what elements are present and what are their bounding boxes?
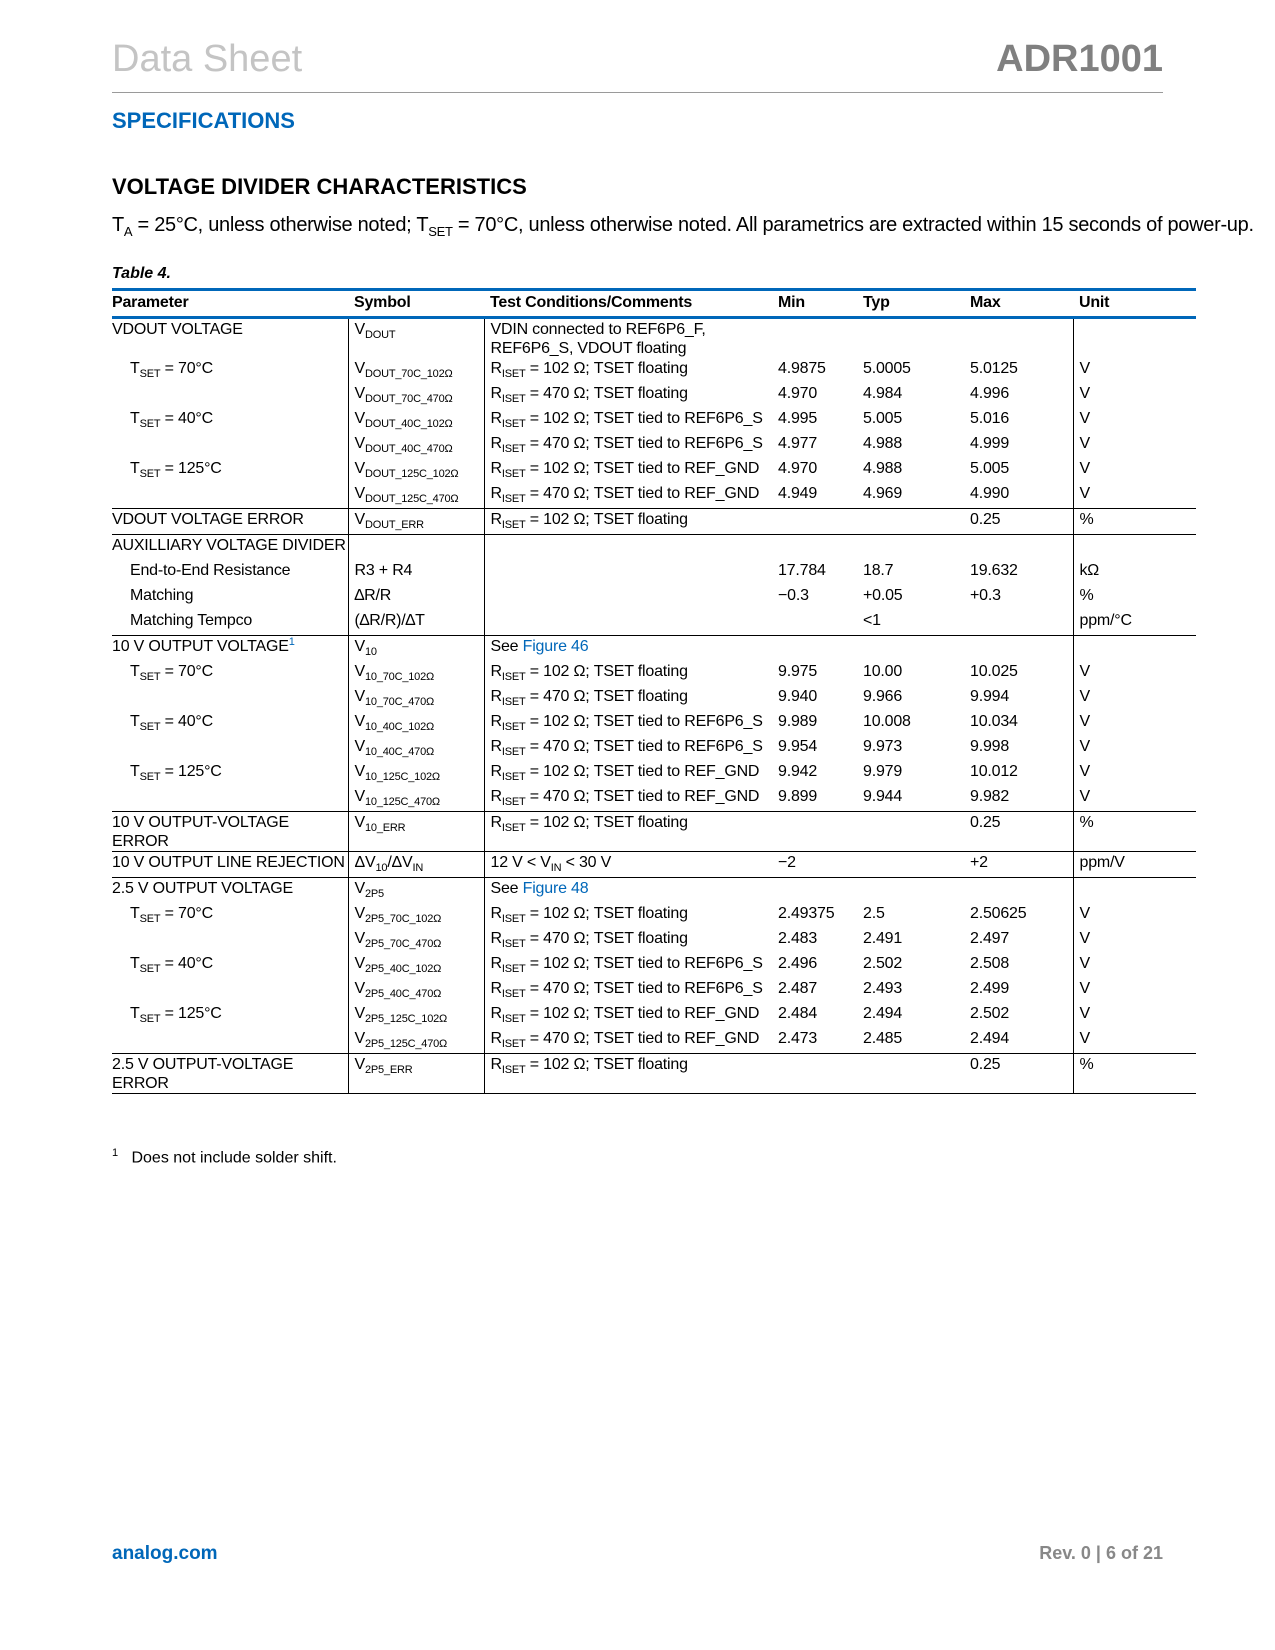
cell-unit: % <box>1073 812 1196 852</box>
cell-max: 0.25 <box>970 509 1073 535</box>
table-caption: Table 4. <box>112 265 171 282</box>
cell-parameter: AUXILLIARY VOLTAGE DIVIDER <box>112 535 348 561</box>
cell-min: 2.483 <box>778 930 818 947</box>
cell-min: 4.995 <box>778 410 818 427</box>
cell-symbol: $V_{10\_70C\_102\Omega}$ <box>348 661 484 686</box>
cell-symbol: $V_{DOUT\_125C\_470\Omega}$ <box>348 483 484 509</box>
cell-typ: 2.491 <box>863 930 903 947</box>
cell-max: 2.508 <box>970 955 1010 972</box>
cell-test-conditions: $R_{ISET} = 102$ Ω; TSET floating <box>484 1054 772 1094</box>
cell-min <box>772 878 863 904</box>
table-row <box>112 610 1196 636</box>
table-row <box>112 358 1196 383</box>
cell-min <box>772 610 863 636</box>
cell-typ: <1 <box>863 612 881 629</box>
cell-symbol: $V_{2P5\_70C\_102\Omega}$ <box>348 903 484 928</box>
cell-test-conditions: $R_{ISET} = 470$ Ω; TSET tied to REF_GND <box>484 1028 772 1054</box>
table-row <box>112 408 1196 433</box>
cell-symbol: $V_{2P5\_125C\_102\Omega}$ <box>348 1003 484 1028</box>
cell-parameter: 10 V OUTPUT VOLTAGE$^1$ <box>112 636 348 662</box>
cell-test-conditions: $R_{ISET} = 102$ Ω; TSET floating <box>484 903 772 928</box>
cell-parameter <box>112 928 348 953</box>
cell-typ <box>863 1054 970 1094</box>
cell-parameter: $T_{SET} = 125^\circ C$ <box>130 460 222 480</box>
cell-test-conditions: See Figure 48 <box>484 878 772 904</box>
table-row <box>112 1054 1196 1094</box>
cell-max: 10.012 <box>970 763 1018 780</box>
cell-min <box>772 318 863 359</box>
cell-unit: V <box>1073 661 1196 686</box>
cell-unit: V <box>1073 686 1196 711</box>
cell-typ: 4.969 <box>863 485 903 502</box>
cell-unit: ppm/V <box>1073 852 1196 878</box>
cell-test-conditions: $R_{ISET} = 470$ Ω; TSET tied to REF6P6_S <box>484 433 772 458</box>
cell-parameter <box>112 483 348 509</box>
cell-unit: V <box>1073 483 1196 509</box>
cell-parameter: $T_{SET} = 70^\circ C$ <box>130 905 213 925</box>
cell-unit: ppm/°C <box>1073 610 1196 636</box>
test-conditions-note: $T_A = 25^\circ C$, unless otherwise noted; $T_{SET} = 70^\circ C$, unless otherwise noted. All parametrics are extracted within 15 seconds of power-up. <box>112 214 1254 239</box>
table-row <box>112 1028 1196 1054</box>
figure-link[interactable]: Figure 46 <box>522 638 589 655</box>
cell-test-conditions: $R_{ISET} = 470$ Ω; TSET tied to REF6P6_S <box>484 736 772 761</box>
cell-typ <box>863 812 970 852</box>
cell-max: 2.494 <box>970 1030 1010 1047</box>
cell-typ: 4.988 <box>863 460 903 477</box>
table-row <box>112 585 1196 610</box>
cell-symbol: $V_{10\_125C\_470\Omega}$ <box>348 786 484 812</box>
cell-max: +0.3 <box>970 587 1001 604</box>
cell-parameter: $T_{SET} = 70^\circ C$ <box>130 360 213 380</box>
table-row <box>112 761 1196 786</box>
cell-unit: % <box>1073 585 1196 610</box>
table-row <box>112 560 1196 585</box>
cell-max: 2.50625 <box>970 905 1027 922</box>
table-row <box>112 878 1196 904</box>
cell-test-conditions: 12 $V < V_{IN} < 30$ V <box>484 852 772 878</box>
footer-page-info: Rev. 0 | 6 of 21 <box>1039 1543 1163 1563</box>
footer-site-link[interactable]: analog.com <box>112 1543 218 1564</box>
cell-unit <box>1073 535 1196 561</box>
cell-min: 2.473 <box>778 1030 818 1047</box>
cell-symbol: $V_{2P5\_70C\_470\Omega}$ <box>348 928 484 953</box>
table-header-row <box>112 290 1196 318</box>
cell-min: 4.9875 <box>778 360 826 377</box>
voltage-divider-spec-table <box>112 288 1196 1094</box>
cell-min: 9.975 <box>778 663 818 680</box>
table-row <box>112 661 1196 686</box>
header-part-number: ADR1001 <box>996 38 1163 80</box>
cell-parameter <box>112 433 348 458</box>
cell-min: 9.942 <box>778 763 818 780</box>
cell-min: 2.487 <box>778 980 818 997</box>
cell-typ: 9.944 <box>863 788 903 805</box>
col-header-max: Max <box>970 290 1073 318</box>
cell-symbol: $V_{DOUT\_40C\_470\Omega}$ <box>348 433 484 458</box>
cell-symbol: R3 + R4 <box>348 560 484 585</box>
cell-symbol: $V_{10\_125C\_102\Omega}$ <box>348 761 484 786</box>
cell-max <box>970 610 1073 636</box>
cell-unit: kΩ <box>1073 560 1196 585</box>
cell-min: 4.949 <box>778 485 818 502</box>
cell-typ: 18.7 <box>863 562 894 579</box>
cell-symbol: $V_{DOUT\_125C\_102\Omega}$ <box>348 458 484 483</box>
cell-parameter <box>112 978 348 1003</box>
cell-typ: 2.502 <box>863 955 903 972</box>
cell-test-conditions: $R_{ISET} = 102$ Ω; TSET floating <box>484 358 772 383</box>
cell-typ: 9.973 <box>863 738 903 755</box>
cell-typ: 10.008 <box>863 713 911 730</box>
cell-symbol: $V_{DOUT\_40C\_102\Omega}$ <box>348 408 484 433</box>
cell-min: 9.940 <box>778 688 818 705</box>
cell-symbol <box>348 535 484 561</box>
cell-max: 4.996 <box>970 385 1010 402</box>
table-row <box>112 928 1196 953</box>
cell-typ: 2.494 <box>863 1005 903 1022</box>
cell-max: 5.016 <box>970 410 1010 427</box>
cell-typ <box>863 878 970 904</box>
cell-parameter: $T_{SET} = 40^\circ C$ <box>130 955 213 975</box>
cell-test-conditions <box>484 560 772 585</box>
cell-test-conditions: $R_{ISET} = 102$ Ω; TSET tied to REF_GND <box>484 761 772 786</box>
subsection-title: VOLTAGE DIVIDER CHARACTERISTICS <box>112 174 527 199</box>
cell-test-conditions: $R_{ISET} = 102$ Ω; TSET floating <box>484 812 772 852</box>
cell-unit: V <box>1073 1003 1196 1028</box>
cell-max <box>970 878 1073 904</box>
cell-min: −0.3 <box>778 587 809 604</box>
cell-min <box>772 1054 863 1094</box>
col-header-test-conditions: Test Conditions/Comments <box>484 290 772 318</box>
cell-max: 10.025 <box>970 663 1018 680</box>
cell-parameter: Matching <box>130 587 194 604</box>
cell-parameter: VDOUT VOLTAGE ERROR <box>112 509 348 535</box>
cell-max: 10.034 <box>970 713 1018 730</box>
cell-test-conditions: $R_{ISET} = 102$ Ω; TSET tied to REF_GND <box>484 1003 772 1028</box>
col-header-min: Min <box>772 290 863 318</box>
cell-parameter: 10 V OUTPUT LINE REJECTION <box>112 852 348 878</box>
cell-parameter: $T_{SET} = 125^\circ C$ <box>130 1005 222 1025</box>
table-row <box>112 736 1196 761</box>
cell-symbol: $V_{10\_40C\_470\Omega}$ <box>348 736 484 761</box>
cell-max: 0.25 <box>970 812 1073 852</box>
cell-min: 4.970 <box>778 460 818 477</box>
cell-test-conditions <box>484 585 772 610</box>
table-row <box>112 458 1196 483</box>
table-row <box>112 433 1196 458</box>
cell-max: 0.25 <box>970 1054 1073 1094</box>
cell-max: 5.0125 <box>970 360 1018 377</box>
cell-parameter: VDOUT VOLTAGE <box>112 318 348 359</box>
cell-symbol: $V_{2P5\_125C\_470\Omega}$ <box>348 1028 484 1054</box>
table-row <box>112 318 1196 359</box>
cell-symbol: $V_{DOUT\_70C\_470\Omega}$ <box>348 383 484 408</box>
cell-parameter <box>112 1028 348 1054</box>
cell-unit: V <box>1073 408 1196 433</box>
cell-test-conditions: $R_{ISET} = 102$ Ω; TSET tied to REF6P6_S <box>484 711 772 736</box>
cell-max: 9.994 <box>970 688 1010 705</box>
header-doc-type: Data Sheet <box>112 38 303 80</box>
cell-max: 4.999 <box>970 435 1010 452</box>
cell-test-conditions: VDIN connected to REF6P6_F, REF6P6_S, VDOUT floating <box>484 318 772 359</box>
cell-typ <box>863 509 970 535</box>
cell-parameter: $T_{SET} = 125^\circ C$ <box>130 763 222 783</box>
cell-min <box>772 636 863 662</box>
cell-unit: V <box>1073 786 1196 812</box>
table-row <box>112 903 1196 928</box>
cell-symbol: $V_{10\_ERR}$ <box>348 812 484 852</box>
cell-min: −2 <box>772 852 863 878</box>
cell-symbol: ∆R/R <box>348 585 484 610</box>
cell-max: 4.990 <box>970 485 1010 502</box>
cell-unit: V <box>1073 953 1196 978</box>
cell-unit: V <box>1073 1028 1196 1054</box>
cell-parameter: $T_{SET} = 40^\circ C$ <box>130 713 213 733</box>
table-row <box>112 852 1196 878</box>
cell-symbol: $V_{DOUT\_70C\_102\Omega}$ <box>348 358 484 383</box>
table-row <box>112 686 1196 711</box>
cell-typ <box>863 535 970 561</box>
cell-parameter <box>112 383 348 408</box>
cell-min: 9.954 <box>778 738 818 755</box>
cell-min <box>772 509 863 535</box>
cell-symbol: (∆R/R)/∆T <box>348 610 484 636</box>
table-row <box>112 1003 1196 1028</box>
cell-test-conditions: $R_{ISET} = 102$ Ω; TSET tied to REF6P6_S <box>484 953 772 978</box>
col-header-typ: Typ <box>863 290 970 318</box>
cell-typ: 9.979 <box>863 763 903 780</box>
cell-unit: V <box>1073 736 1196 761</box>
cell-parameter <box>112 736 348 761</box>
cell-typ: 2.485 <box>863 1030 903 1047</box>
table-row <box>112 953 1196 978</box>
cell-max: +2 <box>970 852 1073 878</box>
cell-max: 2.497 <box>970 930 1010 947</box>
col-header-parameter: Parameter <box>112 290 348 318</box>
cell-max: 2.502 <box>970 1005 1010 1022</box>
col-header-unit: Unit <box>1073 290 1196 318</box>
cell-symbol: $V_{10\_40C\_102\Omega}$ <box>348 711 484 736</box>
cell-max <box>970 318 1073 359</box>
cell-min <box>772 535 863 561</box>
cell-min: 4.970 <box>778 385 818 402</box>
cell-unit: V <box>1073 711 1196 736</box>
cell-test-conditions: $R_{ISET} = 470$ Ω; TSET floating <box>484 686 772 711</box>
cell-symbol: $V_{DOUT}$ <box>348 318 484 359</box>
cell-parameter: $T_{SET} = 70^\circ C$ <box>130 663 213 683</box>
cell-symbol: $\Delta V_{10}/\Delta V_{IN}$ <box>348 852 484 878</box>
cell-unit: V <box>1073 458 1196 483</box>
cell-min: 2.484 <box>778 1005 818 1022</box>
cell-typ <box>863 852 970 878</box>
cell-symbol: $V_{DOUT\_ERR}$ <box>348 509 484 535</box>
cell-parameter: Matching Tempco <box>130 612 253 629</box>
cell-max: 2.499 <box>970 980 1010 997</box>
cell-unit <box>1073 636 1196 662</box>
cell-unit: V <box>1073 433 1196 458</box>
cell-max: 5.005 <box>970 460 1010 477</box>
cell-parameter: $T_{SET} = 40^\circ C$ <box>130 410 213 430</box>
header-divider <box>112 92 1163 93</box>
cell-parameter: End-to-End Resistance <box>130 562 291 579</box>
cell-parameter <box>112 786 348 812</box>
cell-unit: V <box>1073 761 1196 786</box>
cell-symbol: $V_{10\_70C\_470\Omega}$ <box>348 686 484 711</box>
cell-test-conditions <box>484 535 772 561</box>
cell-typ: +0.05 <box>863 587 903 604</box>
cell-test-conditions: $R_{ISET} = 470$ Ω; TSET tied to REF_GND <box>484 786 772 812</box>
cell-symbol: $V_{2P5\_ERR}$ <box>348 1054 484 1094</box>
cell-typ: 4.988 <box>863 435 903 452</box>
footnote: $^1$ Does not include solder shift. <box>112 1147 337 1167</box>
cell-symbol: $V_{2P5\_40C\_470\Omega}$ <box>348 978 484 1003</box>
cell-min: 17.784 <box>778 562 826 579</box>
cell-unit <box>1073 878 1196 904</box>
cell-typ <box>863 636 970 662</box>
cell-test-conditions: $R_{ISET} = 470$ Ω; TSET floating <box>484 928 772 953</box>
figure-link[interactable]: Figure 48 <box>522 880 589 897</box>
cell-test-conditions: $R_{ISET} = 102$ Ω; TSET floating <box>484 661 772 686</box>
cell-unit: % <box>1073 1054 1196 1094</box>
cell-parameter: 10 V OUTPUT-VOLTAGE ERROR <box>112 812 348 852</box>
table-row <box>112 383 1196 408</box>
cell-max: 19.632 <box>970 562 1018 579</box>
cell-test-conditions: $R_{ISET} = 102$ Ω; TSET floating <box>484 509 772 535</box>
cell-unit: V <box>1073 383 1196 408</box>
table-row <box>112 711 1196 736</box>
cell-symbol: $V_{2P5\_40C\_102\Omega}$ <box>348 953 484 978</box>
cell-min <box>772 812 863 852</box>
cell-unit <box>1073 318 1196 359</box>
cell-typ: 9.966 <box>863 688 903 705</box>
section-title: SPECIFICATIONS <box>112 108 295 133</box>
cell-min: 4.977 <box>778 435 818 452</box>
cell-unit: V <box>1073 978 1196 1003</box>
cell-typ: 5.0005 <box>863 360 911 377</box>
cell-test-conditions: See Figure 46 <box>484 636 772 662</box>
table-row <box>112 978 1196 1003</box>
table-row <box>112 812 1196 852</box>
cell-min: 2.496 <box>778 955 818 972</box>
table-row <box>112 786 1196 812</box>
cell-min: 9.899 <box>778 788 818 805</box>
cell-symbol: $V_{2P5}$ <box>348 878 484 904</box>
cell-typ <box>863 318 970 359</box>
table-row <box>112 509 1196 535</box>
cell-test-conditions: $R_{ISET} = 102$ Ω; TSET tied to REF_GND <box>484 458 772 483</box>
cell-typ: 2.5 <box>863 905 885 922</box>
cell-parameter: 2.5 V OUTPUT-VOLTAGE ERROR <box>112 1054 348 1094</box>
cell-max <box>970 535 1073 561</box>
cell-test-conditions: $R_{ISET} = 102$ Ω; TSET tied to REF6P6_S <box>484 408 772 433</box>
table-body <box>112 318 1196 1094</box>
cell-test-conditions: $R_{ISET} = 470$ Ω; TSET floating <box>484 383 772 408</box>
cell-parameter: 2.5 V OUTPUT VOLTAGE <box>112 878 348 904</box>
cell-typ: 10.00 <box>863 663 903 680</box>
cell-symbol: $V_{10}$ <box>348 636 484 662</box>
cell-typ: 4.984 <box>863 385 903 402</box>
cell-typ: 2.493 <box>863 980 903 997</box>
cell-unit: V <box>1073 928 1196 953</box>
cell-min: 2.49375 <box>778 905 835 922</box>
cell-typ: 5.005 <box>863 410 903 427</box>
cell-parameter <box>112 686 348 711</box>
cell-max: 9.998 <box>970 738 1010 755</box>
col-header-symbol: Symbol <box>348 290 484 318</box>
cell-min: 9.989 <box>778 713 818 730</box>
cell-test-conditions: $R_{ISET} = 470$ Ω; TSET tied to REF6P6_S <box>484 978 772 1003</box>
cell-unit: V <box>1073 358 1196 383</box>
cell-max: 9.982 <box>970 788 1010 805</box>
table-row <box>112 483 1196 509</box>
cell-test-conditions: $R_{ISET} = 470$ Ω; TSET tied to REF_GND <box>484 483 772 509</box>
table-row <box>112 636 1196 662</box>
cell-unit: V <box>1073 903 1196 928</box>
cell-max <box>970 636 1073 662</box>
table-row <box>112 535 1196 561</box>
cell-unit: % <box>1073 509 1196 535</box>
cell-test-conditions <box>484 610 772 636</box>
